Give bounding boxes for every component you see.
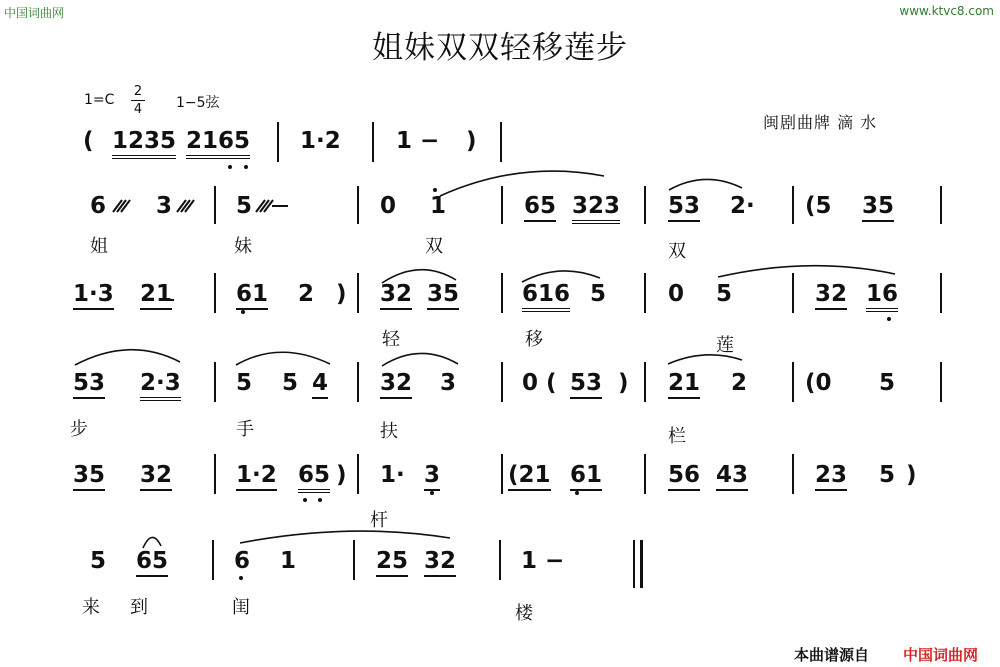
- page-title: 姐妹双双轻移莲步: [372, 30, 628, 66]
- lyric: 来: [82, 597, 100, 618]
- lyric: 扶: [380, 421, 398, 442]
- note: ): [618, 370, 629, 396]
- note: 25: [376, 548, 408, 577]
- time-bottom: 4: [133, 102, 143, 117]
- barline: [644, 362, 646, 402]
- note: 2·: [730, 193, 755, 219]
- lyric: 轻: [382, 329, 400, 350]
- note: 5: [282, 370, 299, 396]
- note: 0: [668, 281, 685, 307]
- lyric: 栏: [668, 426, 686, 447]
- note: 5: [236, 370, 253, 396]
- note: 0 (: [522, 370, 557, 396]
- note: 35: [862, 193, 894, 222]
- note: 32: [380, 281, 412, 310]
- slur: [718, 266, 895, 277]
- note: (21: [508, 462, 551, 491]
- note: 1 −: [521, 548, 565, 574]
- slur: [75, 350, 180, 365]
- note: 5: [590, 281, 607, 307]
- note: 53: [73, 370, 105, 399]
- lyric: 到: [130, 597, 148, 618]
- barline: [644, 273, 646, 313]
- lyric: 姐: [90, 236, 108, 257]
- note: 1: [430, 193, 447, 219]
- note: 3: [424, 462, 440, 491]
- note: ): [466, 128, 477, 154]
- note: 616: [522, 281, 570, 312]
- key-signature: 1=C: [84, 92, 115, 108]
- note: 5: [879, 462, 896, 488]
- note: 21: [668, 370, 700, 399]
- note: 65: [524, 193, 556, 222]
- note: 5: [90, 548, 107, 574]
- note: 2: [298, 281, 315, 307]
- note: 5: [879, 370, 896, 396]
- note: 6: [90, 193, 107, 219]
- slur: [669, 179, 742, 190]
- note: (5: [805, 193, 832, 219]
- lyric: 手: [236, 419, 254, 440]
- barline: [792, 454, 794, 494]
- note: 23: [815, 462, 847, 491]
- note: 6: [234, 548, 251, 574]
- low-dot: [228, 165, 232, 169]
- barline: [357, 454, 359, 494]
- barline: [644, 454, 646, 494]
- note: 3: [156, 193, 173, 219]
- barline: [357, 186, 359, 224]
- lyric: 双: [668, 241, 686, 262]
- note: 1·: [380, 462, 405, 488]
- note: 5: [716, 281, 733, 307]
- barline: [501, 273, 503, 313]
- note: 65: [298, 462, 330, 493]
- note: 4: [312, 370, 328, 399]
- note: 32: [815, 281, 847, 310]
- note: 35: [427, 281, 459, 310]
- low-dot: [318, 498, 322, 502]
- note: 1·2: [236, 462, 277, 491]
- barline: [501, 454, 503, 494]
- watermark-left: 中国词曲网: [4, 6, 65, 20]
- note: 43: [716, 462, 748, 491]
- final-barline: [640, 540, 643, 588]
- lyric: 双: [425, 236, 443, 257]
- barline: [212, 540, 214, 580]
- low-dot: [241, 310, 245, 314]
- note: 35: [73, 462, 105, 491]
- lyric: 莲: [716, 335, 734, 356]
- barline: [353, 540, 355, 580]
- low-dot: [430, 491, 434, 495]
- slur: [236, 352, 330, 365]
- note: 1·2: [300, 128, 341, 154]
- note: 56: [668, 462, 700, 491]
- note: 61: [570, 462, 602, 491]
- high-dot: [433, 188, 437, 192]
- note: 16: [866, 281, 898, 312]
- barline: [372, 122, 374, 162]
- note: 1: [280, 548, 297, 574]
- note: (0: [805, 370, 832, 396]
- slur: [382, 353, 458, 366]
- strings-range: 1−5弦: [176, 95, 220, 111]
- lyric: 妹: [234, 236, 252, 257]
- note: (: [83, 128, 94, 154]
- note: ): [906, 462, 917, 488]
- barline: [214, 273, 216, 313]
- slur: [240, 531, 450, 543]
- note: 2: [731, 370, 748, 396]
- note: 32: [140, 462, 172, 491]
- low-dot: [239, 576, 243, 580]
- barline: [940, 186, 942, 224]
- lyric: 步: [70, 419, 88, 440]
- low-dot: [575, 491, 579, 495]
- note: 2·3: [140, 370, 181, 401]
- barline: [500, 122, 502, 162]
- slur: [668, 355, 742, 364]
- genre-label: 闽剧曲牌 滴 水: [763, 113, 878, 132]
- barline: [214, 186, 216, 224]
- note: 53: [570, 370, 602, 399]
- lyric: 闺: [232, 597, 250, 618]
- note: 2165: [186, 128, 250, 159]
- note: 32: [380, 370, 412, 399]
- barline: [501, 186, 503, 224]
- barline: [499, 540, 501, 580]
- barline: [792, 186, 794, 224]
- note: 323: [572, 193, 620, 224]
- lyric: 楼: [515, 603, 533, 624]
- lyric: 杆: [370, 510, 388, 531]
- lyric: 移: [525, 329, 543, 350]
- barline: [792, 273, 794, 313]
- note: ): [336, 281, 347, 307]
- note: 61: [236, 281, 268, 310]
- barline: [940, 273, 942, 313]
- barline: [357, 362, 359, 402]
- footer-source: 本曲谱源自: [794, 646, 870, 664]
- barline: [214, 362, 216, 402]
- note: 5: [236, 193, 253, 219]
- watermark-right: www.ktvc8.com: [899, 4, 994, 18]
- note: ): [336, 462, 347, 488]
- low-dot: [303, 498, 307, 502]
- note: 65: [136, 548, 168, 577]
- barline: [644, 186, 646, 224]
- note: 1·3: [73, 281, 114, 310]
- note: 32: [424, 548, 456, 577]
- note: 1235: [112, 128, 176, 159]
- footer-site: 中国词曲网: [903, 646, 979, 664]
- barline: [501, 362, 503, 402]
- time-top: 2: [133, 84, 143, 99]
- barline: [357, 273, 359, 313]
- note: 21: [140, 281, 172, 310]
- note: 3: [440, 370, 457, 396]
- note: 53: [668, 193, 700, 222]
- note: 0: [380, 193, 397, 219]
- slur: [143, 537, 161, 548]
- barline: [633, 540, 635, 588]
- barline: [214, 454, 216, 494]
- barline: [940, 362, 942, 402]
- low-dot: [887, 317, 891, 321]
- low-dot: [244, 165, 248, 169]
- barline: [277, 122, 279, 162]
- barline: [792, 362, 794, 402]
- note: 1 −: [396, 128, 440, 154]
